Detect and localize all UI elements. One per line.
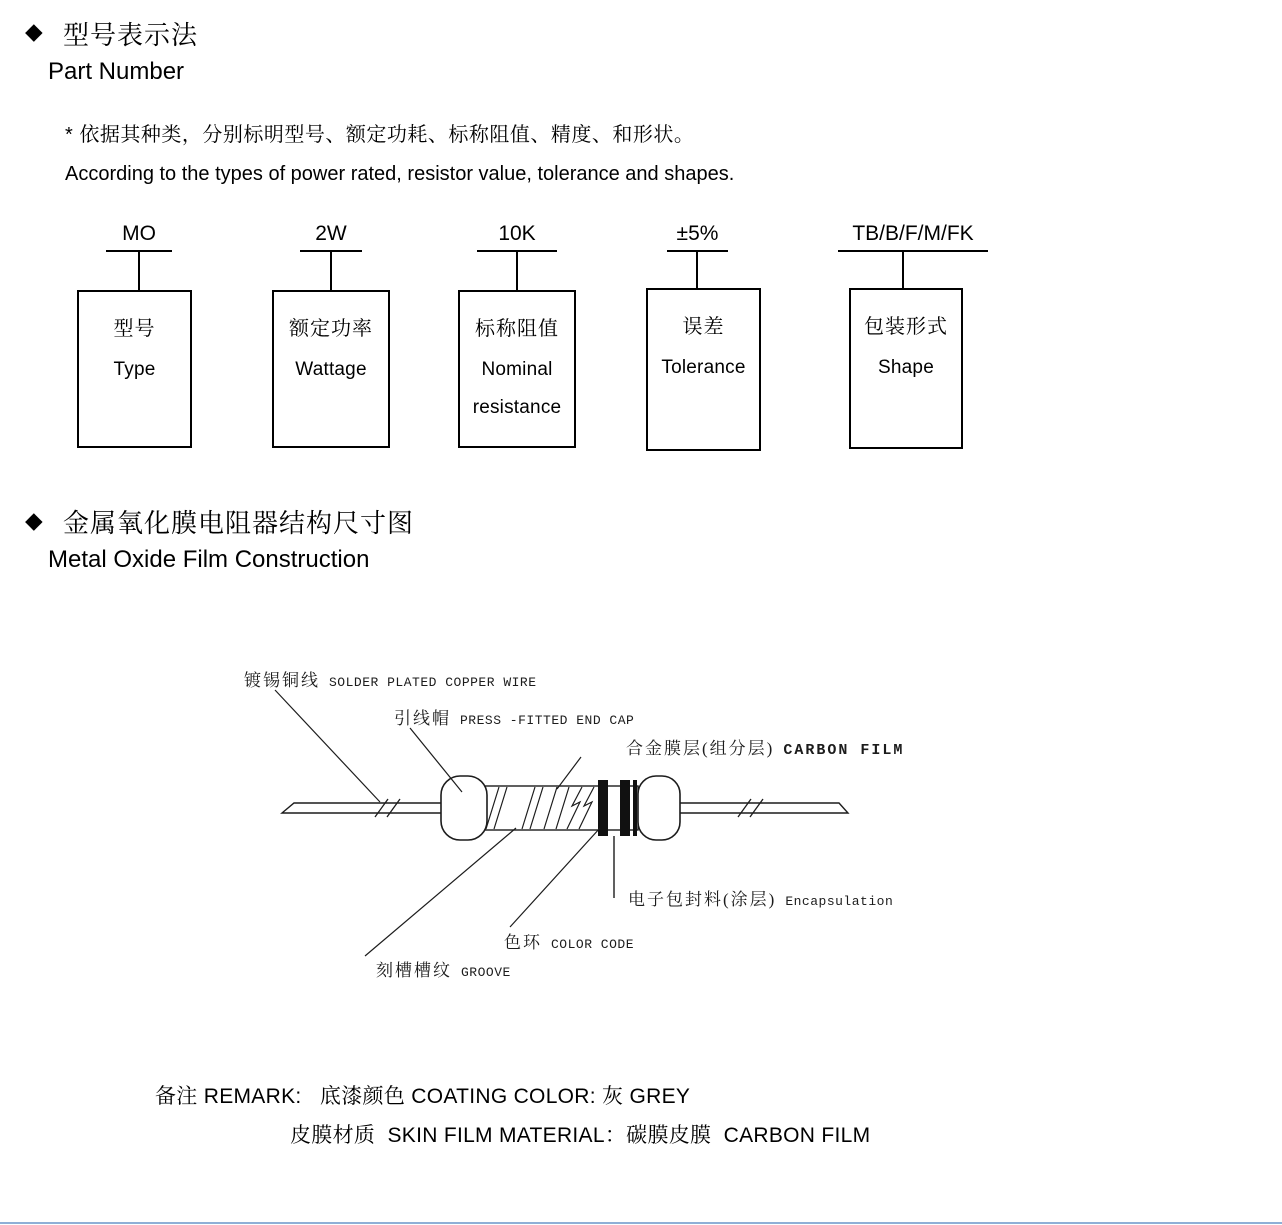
right-end-cap (638, 776, 680, 840)
leader-groove (365, 828, 516, 956)
box-label-en: Type (113, 359, 156, 380)
callout-copper-wire-zh: 镀锡铜线 (244, 671, 320, 690)
connector-line (330, 252, 332, 290)
part-code-type: MO (106, 222, 172, 252)
left-end-cap (441, 776, 487, 840)
leader-carbon-film (557, 757, 581, 789)
part-box-shape (849, 288, 963, 449)
callout-copper-wire-en: SOLDER PLATED COPPER WIRE (329, 675, 537, 690)
callout-end-cap-en: PRESS -FITTED END CAP (460, 713, 635, 728)
callout-groove-zh: 刻槽槽纹 (376, 961, 452, 980)
callout-carbon-film-en: CARBON FILM (783, 742, 905, 759)
leader-color-code (510, 828, 600, 927)
section1-note-zh: * 依据其种类，分别标明型号、额定功耗、标称阻值、精度、和形状。 (65, 124, 695, 146)
callout-end-cap (394, 704, 634, 729)
part-code-resistance: 10K (477, 222, 557, 252)
box-label-zh: 包装形式 (864, 316, 948, 338)
section2-bullet-icon: ◆ (25, 507, 43, 533)
section1-bullet-icon: ◆ (25, 18, 43, 44)
box-label-zh: 标称阻值 (475, 318, 559, 340)
resistor-construction-diagram (230, 640, 950, 1000)
connector-line (516, 252, 518, 290)
callout-end-cap-zh: 引线帽 (394, 709, 451, 728)
connector-line (696, 252, 698, 288)
box-label-en: Nominal (481, 359, 553, 380)
callout-carbon-film (626, 734, 904, 759)
section1-title-en: Part Number (48, 58, 185, 85)
box-label-en: Wattage (295, 359, 367, 380)
box-label-en: Tolerance (661, 357, 746, 378)
color-band-3 (633, 780, 637, 836)
callout-carbon-film-zh: 合金膜层(组分层) (626, 739, 775, 758)
page-bottom-divider (0, 1222, 1282, 1224)
connector-line (902, 252, 904, 288)
left-lead-wire (282, 803, 442, 813)
box-label-zh: 额定功率 (289, 318, 373, 340)
part-box-tolerance (646, 288, 761, 451)
box-label-zh: 型号 (113, 318, 156, 340)
callout-encapsulation-zh: 电子包封料(涂层) (628, 890, 777, 909)
callout-color-code-en: COLOR CODE (551, 937, 635, 952)
remark-line-1: 备注 REMARK: 底漆颜色 COATING COLOR: 灰 GREY (155, 1085, 691, 1108)
callout-encapsulation (628, 885, 893, 910)
color-band-2 (620, 780, 630, 836)
resistor-body (485, 786, 638, 830)
box-label-en2: resistance (472, 397, 562, 418)
section1-note-en: According to the types of power rated, resistor value, tolerance and shapes. (65, 163, 735, 185)
callout-encapsulation-en: Encapsulation (785, 894, 894, 909)
callout-copper-wire (244, 666, 537, 691)
section1-title-zh: 型号表示法 (63, 20, 199, 50)
callout-groove (376, 956, 511, 981)
connector-line (138, 252, 140, 290)
callout-groove-en: GROOVE (461, 965, 511, 980)
part-box-resistance (458, 290, 576, 448)
color-band-1 (598, 780, 608, 836)
section2-title-zh: 金属氧化膜电阻器结构尺寸图 (63, 508, 415, 538)
part-box-type (77, 290, 192, 448)
part-code-shape: TB/B/F/M/FK (838, 222, 988, 252)
leader-copper-wire (275, 690, 380, 802)
box-label-zh: 误差 (682, 316, 725, 338)
remark-line-2: 皮膜材质 SKIN FILM MATERIAL：碳膜皮膜 CARBON FILM (290, 1124, 871, 1147)
callout-color-code (504, 928, 634, 953)
leader-end-cap (410, 728, 462, 792)
box-label-en: Shape (878, 357, 934, 378)
part-box-wattage (272, 290, 390, 448)
callout-color-code-zh: 色环 (504, 933, 542, 952)
part-code-tolerance: ±5% (667, 222, 728, 252)
right-lead-wire (672, 803, 848, 813)
section2-title-en: Metal Oxide Film Construction (48, 546, 370, 573)
part-code-wattage: 2W (300, 222, 362, 252)
